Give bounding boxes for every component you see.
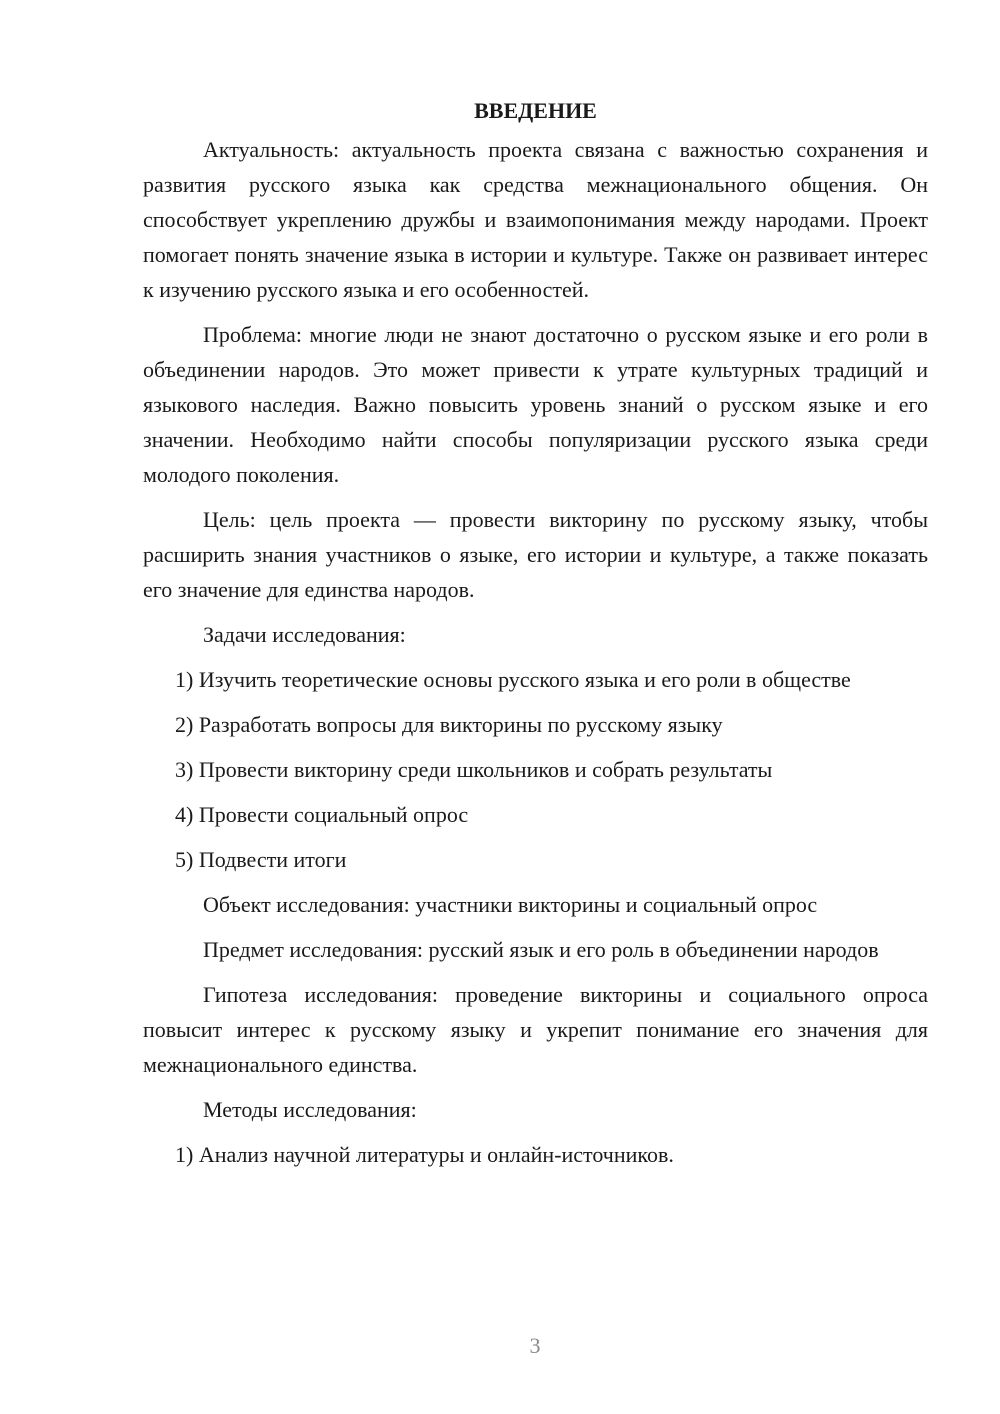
task-item-5: 5) Подвести итоги [175,847,347,872]
task-item-1: 1) Изучить теоретические основы русского языка и его роли в обществе [175,667,851,692]
hypothesis-paragraph: Гипотеза исследования: проведение викторины и социального опроса повысит интерес к русскому языку и укрепит понимание его значения для межнационального единства. [143,982,928,1077]
object-paragraph: Объект исследования: участники викторины и социальный опрос [203,892,818,917]
methods-heading: Методы исследования: [203,1097,417,1122]
relevance-paragraph: Актуальность: актуальность проекта связана с важностью сохранения и развития русского языка как средства межнационального общения. Он способствует укреплению дружбы и взаимопонимания между народами. Проект помогает понять значение языка в истории и культуре. Также он развивает интерес к изучению русского языка и его особенностей. [143,137,928,302]
problem-paragraph: Проблема: многие люди не знают достаточно о русском языке и его роли в объединении народов. Это может привести к утрате культурных традиций и языкового наследия. Важно повысить уровень знаний о русском языке и его значении. Необходимо найти способы популяризации русского языка среди молодого поколения. [143,322,928,487]
task-item-4: 4) Провести социальный опрос [175,802,469,827]
goal-paragraph: Цель: цель проекта — провести викторину по русскому языку, чтобы расширить знания участников о языке, его истории и культуре, а также показать его значение для единства народов. [143,507,928,602]
task-item-3: 3) Провести викторину среди школьников и собрать результаты [175,757,773,782]
document-page [143,96,928,1182]
tasks-heading: Задачи исследования: [203,622,406,647]
section-title: ВВЕДЕНИЕ [474,98,597,123]
page-number: 3 [529,1333,541,1358]
subject-paragraph: Предмет исследования: русский язык и его роль в объединении народов [203,937,879,962]
method-item-1: 1) Анализ научной литературы и онлайн-источников. [175,1142,674,1167]
task-item-2: 2) Разработать вопросы для викторины по русскому языку [175,712,723,737]
